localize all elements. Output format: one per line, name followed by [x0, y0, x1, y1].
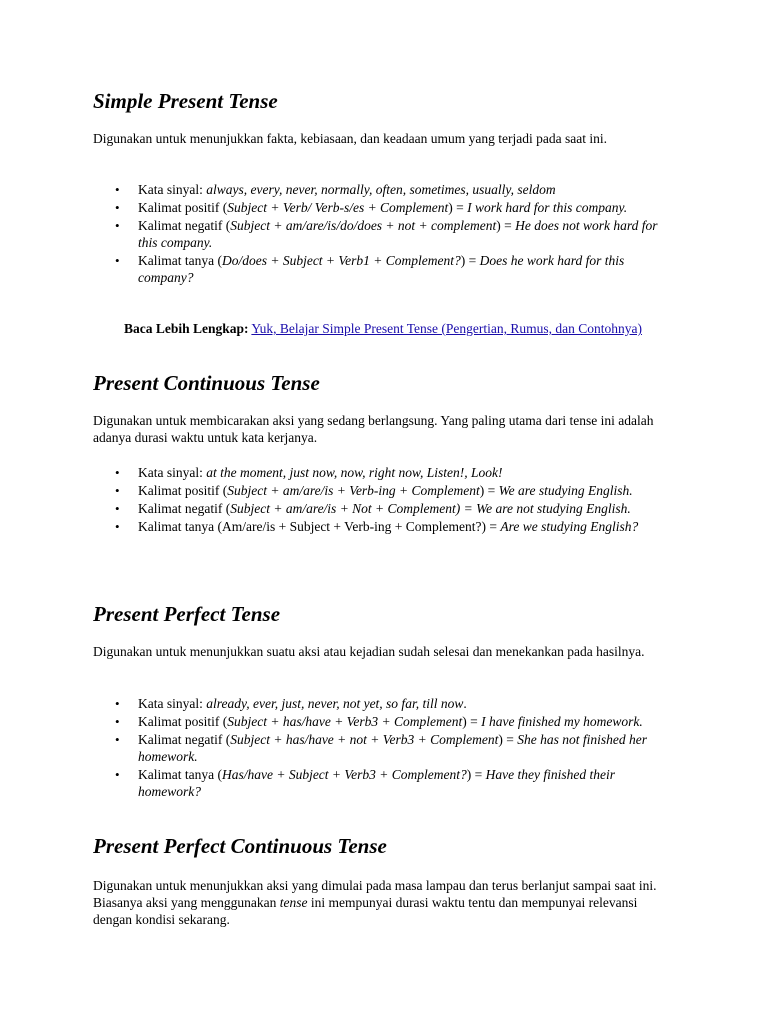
- read-more-label: Baca Lebih Lengkap:: [123, 321, 249, 336]
- heading-simple-present: Simple Present Tense: [93, 89, 278, 113]
- list-item: • Kalimat tanya (Do/does + Subject + Verb1 + Complement?) = Does he work hard for this company?: [93, 252, 673, 286]
- list-item: • Kalimat negatif (Subject + has/have + not + Verb3 + Complement) = She has not finished her homework.: [93, 731, 673, 765]
- list-simple-present: [93, 181, 673, 287]
- heading-present-perfect-continuous: Present Perfect Continuous Tense: [93, 834, 387, 858]
- intro-present-perfect: Digunakan untuk menunjukkan suatu aksi atau kejadian sudah selesai dan menekankan pada hasilnya.: [93, 644, 645, 659]
- list-item: • Kata sinyal: at the moment, just now, now, right now, Listen!, Look!: [93, 464, 673, 481]
- heading-present-perfect: Present Perfect Tense: [93, 602, 281, 626]
- list-item: • Kalimat tanya (Has/have + Subject + Verb3 + Complement?) = Have they finished their homework?: [93, 766, 673, 800]
- read-more: [93, 320, 673, 337]
- list-item: • Kata sinyal: always, every, never, normally, often, sometimes, usually, seldom: [93, 181, 673, 198]
- list-item: • Kalimat positif (Subject + has/have + Verb3 + Complement) = I have finished my homework.: [93, 713, 673, 730]
- list-present-perfect: [93, 695, 673, 801]
- list-item: • Kata sinyal: already, ever, just, never, not yet, so far, till now.: [93, 695, 673, 712]
- intro-present-continuous: Digunakan untuk membicarakan aksi yang sedang berlangsung. Yang paling utama dari tense ini adalah adanya durasi waktu untuk kata kerjanya.: [93, 413, 654, 445]
- list-item: • Kalimat positif (Subject + Verb/ Verb-s/es + Complement) = I work hard for this company.: [93, 199, 673, 216]
- list-item: • Kalimat negatif (Subject + am/are/is + Not + Complement) = We are not studying English.: [93, 500, 673, 517]
- list-item: • Kalimat negatif (Subject + am/are/is/do/does + not + complement) = He does not work hard for this company.: [93, 217, 673, 251]
- read-more-link[interactable]: Yuk, Belajar Simple Present Tense (Pengertian, Rumus, dan Contohnya): [251, 321, 643, 336]
- list-item: • Kalimat tanya (Am/are/is + Subject + Verb-ing + Complement?) = Are we studying English?: [93, 518, 673, 535]
- intro-simple-present: Digunakan untuk menunjukkan fakta, kebiasaan, dan keadaan umum yang terjadi pada saat ini.: [93, 131, 607, 146]
- list-item: • Kalimat positif (Subject + am/are/is + Verb-ing + Complement) = We are studying English.: [93, 482, 673, 499]
- heading-present-continuous: Present Continuous Tense: [93, 371, 320, 395]
- intro-present-perfect-continuous: Digunakan untuk menunjukkan aksi yang dimulai pada masa lampau dan terus berlanjut sampai saat ini. Biasanya aksi yang menggunakan tense ini mempunyai durasi waktu tentu dan mempunyai relevansi dengan kondisi sekarang.: [93, 878, 657, 927]
- list-present-continuous: [93, 464, 673, 536]
